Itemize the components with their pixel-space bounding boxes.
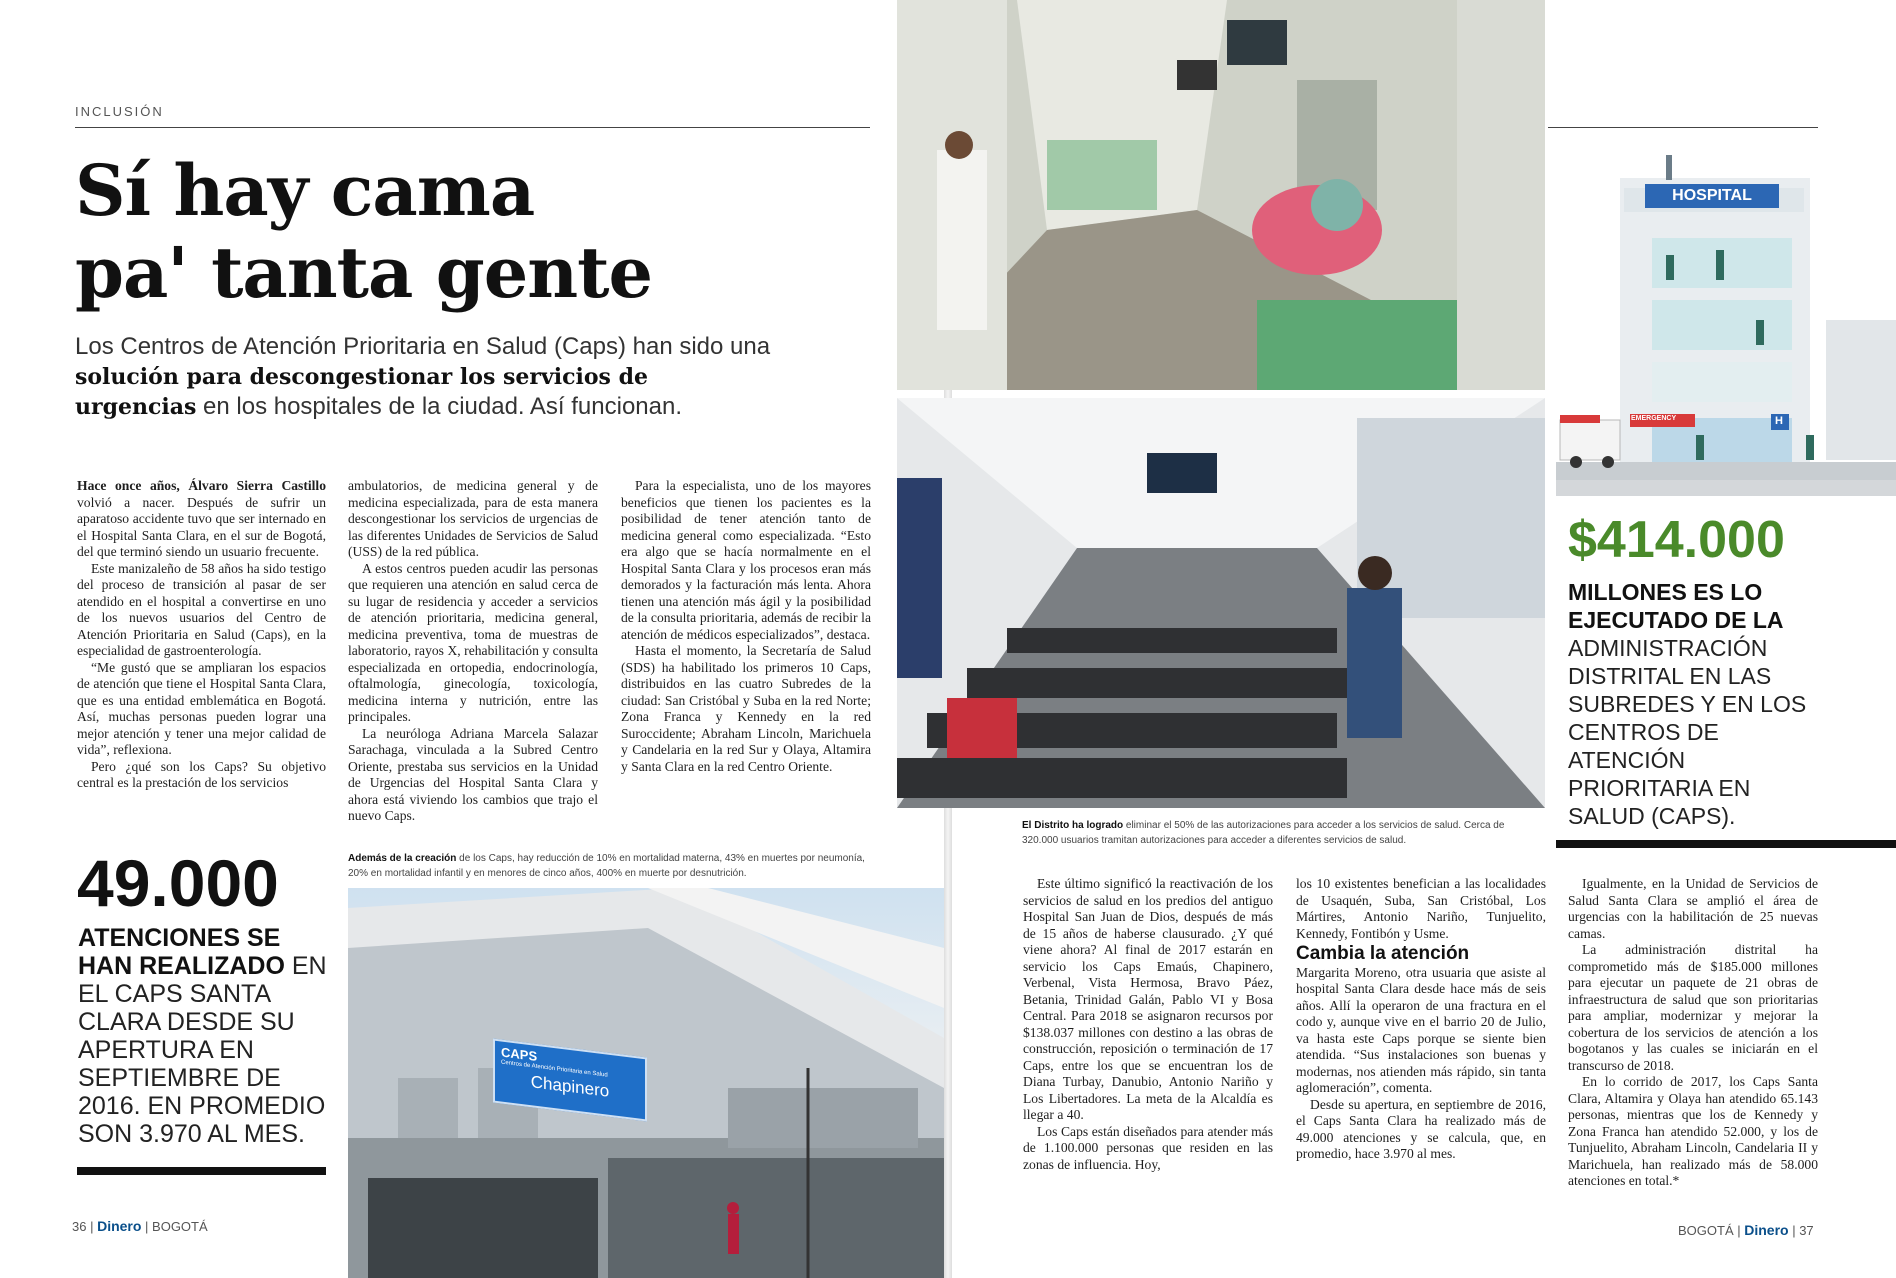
hospital-sign: HOSPITAL xyxy=(1645,184,1779,208)
stat-text-right xyxy=(1568,578,1818,830)
paragraph xyxy=(77,478,326,561)
waiting-room-illustration xyxy=(897,398,1545,808)
nicu-photo xyxy=(897,0,1545,390)
dek-pre: Los Centros de Atención Prioritaria en Salud (Caps) han sido una xyxy=(75,333,771,360)
body-column-2 xyxy=(348,478,598,825)
subheading: Cambia la atención xyxy=(1296,943,1470,964)
paragraph: En lo corrido de 2017, los Caps Santa Clara, Altamira y Olaya han atendido 65.143 personas, mientras que los de Kennedy y Zona Franca han atendido 52.000, y los de Tunjuelito, Abraham Lincoln, Candelaria II y Marichuela, han realizado más de 58.000 atenciones en total.* xyxy=(1568,1074,1818,1188)
footer-right: BOGOTÁ | Dinero | 37 xyxy=(1678,1222,1814,1238)
caps-sign-name: Chapinero xyxy=(530,1072,610,1101)
headline-line-1: Sí hay cama xyxy=(75,149,535,232)
page-number: 37 xyxy=(1799,1223,1814,1238)
footer-section: BOGOTÁ xyxy=(152,1219,208,1234)
dek-post: en los hospitales de la ciudad. Así funcionan. xyxy=(196,393,683,420)
caption-waiting xyxy=(1022,818,1542,848)
page-number: 36 xyxy=(72,1219,87,1234)
paragraph: Para la especialista, uno de los mayores beneficios que tienen los pacientes es la posibilidad de tener atención tanto de medicina general como especializada. “Esto era algo que se hacía normalmente en el Hospital Santa Clara y los procesos eran más demorados y la facturación más lenta. Ahora tienen una atención más ágil y la posibilidad de la consulta prioritaria, además de recibir la atención de médicos especializados”, destaca. xyxy=(621,478,871,642)
caps-sign-sub: Centros de Atención Prioritaria en Salud xyxy=(501,1059,608,1079)
body-column-4 xyxy=(1023,876,1273,1173)
body-column-6 xyxy=(1568,876,1818,1190)
caption-text: eliminar el 50% de las autorizaciones para acceder a los servicios de salud. Cerca de 320.000 usuarios tramitan autorizaciones para acceder a diferentes servicios de salud. xyxy=(1022,820,1505,846)
paragraph: La neuróloga Adriana Marcela Salazar Sarachaga, vinculada a la Subred Centro Oriente, prestaba sus servicios en la Unidad de Urgencias del Hospital Santa Clara y ahora está viviendo los cambios que trajo el nuevo Caps. xyxy=(348,725,598,823)
paragraph: A estos centros pueden acudir las personas que requieren una atención en salud cerca de su lugar de residencia y acceder a servicios de atención prioritaria, medicina general, medicina preventiva, toma de muestras de laboratorio, rayos X, rehabilitación y consulta especializada en ortopedia, endocrinología, oftalmología, ginecología, toxicología, medicina interna y nutrición, entre las principales. xyxy=(348,560,598,724)
paragraph: Hasta el momento, la Secretaría de Salud (SDS) ha habilitado los primeros 10 Caps, distribuidos en las cuatro Subredes de la ciudad: San Cristóbal y Suba en la red Norte; Zona Franca y Kennedy en la red Suroccidente; Abraham Lincoln, Marichuela y Candelaria en la red Sur y Olaya, Altamira y Santa Clara en la red Centro Oriente. xyxy=(621,643,871,774)
paragraph: Los Caps están diseñados para atender más de 1.100.000 personas que residen en las zonas de influencia. Hoy, xyxy=(1023,1123,1273,1172)
paragraph: los 10 existentes benefician a las localidades de Usaquén, Suba, San Cristóbal, Los Mártires, Antonio Nariño, Tunjuelito, Kennedy, Fontibón y Usme. xyxy=(1296,876,1546,941)
caption-bold: El Distrito ha logrado xyxy=(1022,820,1124,831)
body-column-5 xyxy=(1296,876,1546,1163)
headline-line-2: pa' tanta gente xyxy=(75,231,652,314)
stat-bold: ATENCIONES SE HAN REALIZADO xyxy=(78,924,285,980)
hospital-h-sign: H xyxy=(1775,415,1783,427)
stat-rule-right xyxy=(1556,840,1896,848)
body-column-3 xyxy=(621,478,871,775)
caps-sign-brand: CAPS xyxy=(501,1044,538,1064)
top-rule xyxy=(75,127,870,128)
caps-building-photo xyxy=(348,888,944,1278)
paragraph: Este manizaleño de 58 años ha sido testigo del proceso de transición al pasar de ser atendido en el hospital a convertirse en uno de los nuevos usuarios del Centro de Atención Prioritaria en Salud (Caps), en la especialidad de gastroenterología. xyxy=(77,560,326,658)
paragraph: Pero ¿qué son los Caps? Su objetivo central es la prestación de los servicios xyxy=(77,758,326,790)
caption-building xyxy=(348,851,868,881)
paragraph: Igualmente, en la Unidad de Servicios de Salud Santa Clara se amplió el área de urgencias con la habilitación de 25 nuevas camas. xyxy=(1568,876,1818,941)
waiting-room-photo xyxy=(897,398,1545,808)
caption-text: de los Caps, hay reducción de 10% en mortalidad materna, 43% en muertes por neumonía, 20% en mortalidad infantil y en menores de cinco años, 400% en muerte por desnutrición. xyxy=(348,853,865,879)
illustration-ground xyxy=(1556,480,1896,496)
magazine-brand: Dinero xyxy=(97,1218,142,1234)
paragraph-text: volvió a nacer. Después de sufrir un aparatoso accidente tuvo que ser internado en el Hospital Santa Clara, en el sur de Bogotá, del que terminó siendo un usuario frecuente. xyxy=(77,494,326,559)
magazine-brand: Dinero xyxy=(1744,1222,1789,1238)
dek xyxy=(75,332,775,422)
paragraph: Margarita Moreno, otra usuaria que asiste al hospital Santa Clara desde hace más de seis años. Allí la operaron de una fractura en el codo y, aunque vive en el barrio 20 de Julio, va hasta este Caps porque se siente bien atendida. “Sus instalaciones son buenas y modernas, nos atienden más rápido, sin tanta aglomeración”, comenta. xyxy=(1296,964,1546,1095)
stat-number-right: $414.000 xyxy=(1568,511,1785,569)
stat-rest: EN EL CAPS SANTA CLARA DESDE SU APERTURA EN SEPTIEMBRE DE 2016. EN PROMEDIO SON 3.970 AL MES. xyxy=(78,952,327,1148)
caption-bold: Además de la creación xyxy=(348,853,457,864)
hospital-illustration xyxy=(1556,150,1896,480)
emergency-sign: EMERGENCY xyxy=(1631,415,1677,422)
stat-number-left: 49.000 xyxy=(77,846,279,920)
paragraph: Este último significó la reactivación de los servicios de salud en los predios del antiguo Hospital San Juan de Dios, después de más de 15 años de haberse clausurado. ¿Y qué viene ahora? Al final de 2017 estarán en servicio los Caps Emaús, Chapinero, Verbenal, Vista Hermosa, Bravo Páez, Betania, Trinidad Galán, Pablo VI y Bosa Central. Para 2018 se asignaron recursos por $138.037 millones con destino a las obras de construcción, reposición o terminación de 17 Caps, entre los que se encuentran los de Diana Turbay, Danubio, Antonio Nariño y Los Libertadores. La meta de la Alcaldía es llegar a 40. xyxy=(1023,876,1273,1122)
stat-rest: ADMINISTRACIÓN DISTRITAL EN LAS SUBREDES Y EN LOS CENTROS DE ATENCIÓN PRIORITARIA EN SALUD (CAPS). xyxy=(1568,635,1807,829)
nicu-illustration xyxy=(897,0,1545,390)
footer-section: BOGOTÁ xyxy=(1678,1223,1734,1238)
paragraph: Desde su apertura, en septiembre de 2016, el Caps Santa Clara ha realizado más de 49.000 atenciones y se calcula, que, en promedio, hace 3.970 al mes. xyxy=(1296,1096,1546,1161)
paragraph: “Me gustó que se ampliaran los espacios de atención que tiene el Hospital Santa Clara, que es una entidad emblemática en Bogotá. Así, muchas personas pueden lograr una mejor atención y tener una mejor calidad de vida”, reflexiona. xyxy=(77,659,326,757)
footer-left: 36 | Dinero | BOGOTÁ xyxy=(72,1218,208,1234)
paragraph: La administración distrital ha comprometido más de $185.000 millones para ejecutar un paquete de 21 obras de infraestructura de salud que son prioritarias para ampliar, modernizar y mejorar la cobertura de los servicios de atención a los bogotanos y las cuales se iniciarán en el transcurso de 2018. xyxy=(1568,942,1818,1073)
stat-bold: MILLONES ES LO EJECUTADO DE LA xyxy=(1568,579,1784,633)
section-label: INCLUSIÓN xyxy=(75,104,164,119)
body-column-1 xyxy=(77,478,326,792)
paragraph: ambulatorios, de medicina general y de medicina especializada, para de esta manera descongestionar los servicios de urgencias de las diferentes Unidades de Servicios de Salud (USS) de la red pública. xyxy=(348,478,598,559)
headline xyxy=(75,150,875,314)
top-rule-right xyxy=(1548,127,1818,128)
dek-bold: solución para descongestionar los servicios de urgencias xyxy=(75,364,648,420)
stat-rule-left xyxy=(77,1167,326,1175)
stat-text-left xyxy=(78,924,328,1148)
lead-in: Hace once años, Álvaro Sierra Castillo xyxy=(77,478,326,493)
